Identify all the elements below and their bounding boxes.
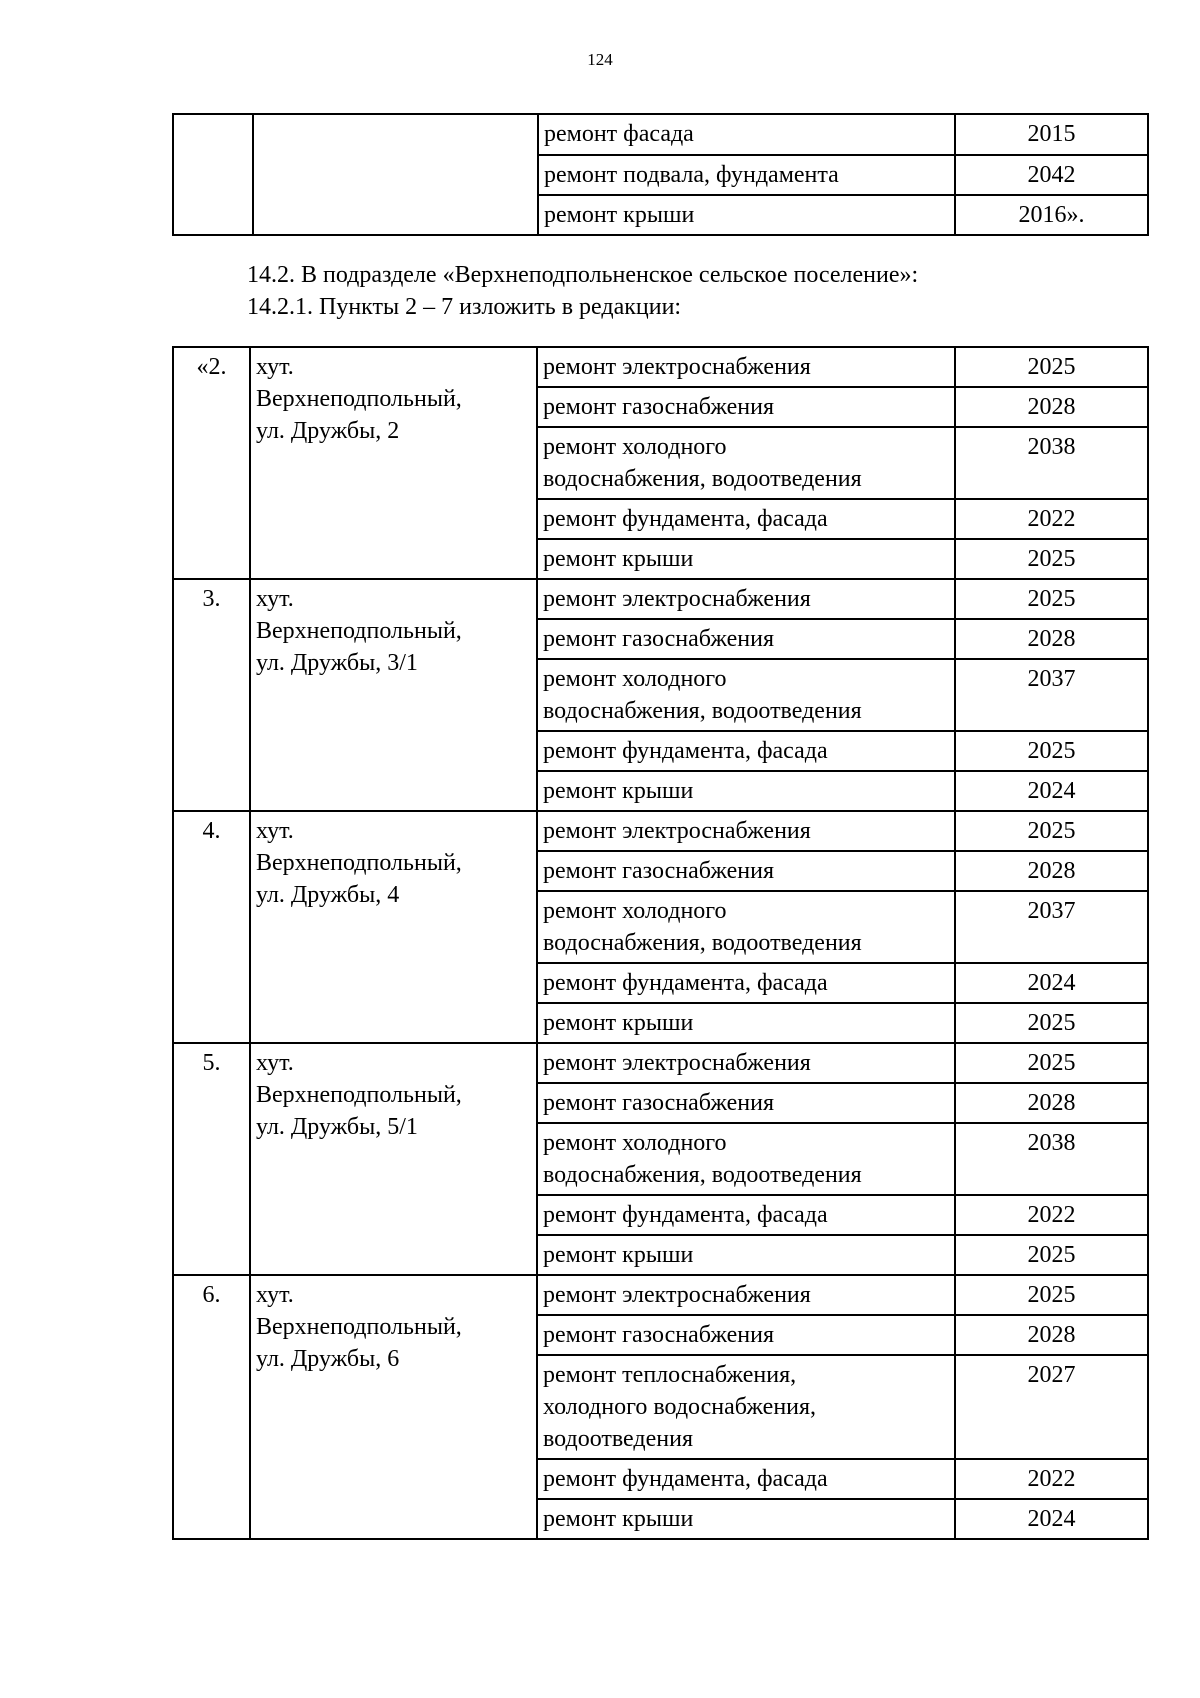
work-cell: ремонт фундамента, фасада xyxy=(537,1195,955,1235)
year-cell: 2028 xyxy=(955,1315,1148,1355)
year-cell: 2042 xyxy=(955,155,1148,195)
year-cell: 2037 xyxy=(955,659,1148,731)
year-cell: 2025 xyxy=(955,811,1148,851)
work-cell: ремонт фасада xyxy=(538,114,955,155)
year-cell: 2024 xyxy=(955,771,1148,811)
work-cell: ремонт газоснабжения xyxy=(537,619,955,659)
work-cell: ремонт теплоснабжения, холодного водоснабжения, водоотведения xyxy=(537,1355,955,1459)
table-row xyxy=(173,811,1148,851)
year-cell: 2025 xyxy=(955,539,1148,579)
year-cell: 2025 xyxy=(955,1003,1148,1043)
year-cell: 2024 xyxy=(955,1499,1148,1539)
work-cell: ремонт крыши xyxy=(537,1003,955,1043)
year-cell: 2038 xyxy=(955,1123,1148,1195)
num-cell xyxy=(173,114,253,235)
table-row xyxy=(173,1275,1148,1315)
address-cell: хут. Верхнеподпольный, ул. Дружбы, 4 xyxy=(250,811,537,1043)
page-number: 124 xyxy=(587,50,613,69)
repair-schedule-table xyxy=(172,346,1149,1540)
year-cell: 2028 xyxy=(955,387,1148,427)
item-number: 5. xyxy=(173,1043,250,1275)
work-cell: ремонт электроснабжения xyxy=(537,811,955,851)
year-cell: 2025 xyxy=(955,347,1148,387)
year-cell: 2025 xyxy=(955,1235,1148,1275)
year-cell: 2022 xyxy=(955,1195,1148,1235)
address-cell: хут. Верхнеподпольный, ул. Дружбы, 2 xyxy=(250,347,537,579)
work-cell: ремонт холодного водоснабжения, водоотведения xyxy=(537,891,955,963)
address-cell xyxy=(253,114,538,235)
continued-table xyxy=(172,113,1149,236)
year-cell: 2028 xyxy=(955,619,1148,659)
work-cell: ремонт электроснабжения xyxy=(537,1043,955,1083)
paragraph-14-2-1: 14.2.1. Пункты 2 – 7 изложить в редакции: xyxy=(247,294,682,320)
work-cell: ремонт фундамента, фасада xyxy=(537,963,955,1003)
year-cell: 2037 xyxy=(955,891,1148,963)
year-cell: 2024 xyxy=(955,963,1148,1003)
work-cell: ремонт холодного водоснабжения, водоотведения xyxy=(537,659,955,731)
work-cell: ремонт газоснабжения xyxy=(537,1315,955,1355)
address-cell: хут. Верхнеподпольный, ул. Дружбы, 3/1 xyxy=(250,579,537,811)
work-cell: ремонт фундамента, фасада xyxy=(537,731,955,771)
address-cell: хут. Верхнеподпольный, ул. Дружбы, 6 xyxy=(250,1275,537,1539)
table-row xyxy=(173,579,1148,619)
work-cell: ремонт фундамента, фасада xyxy=(537,499,955,539)
year-cell: 2022 xyxy=(955,499,1148,539)
year-cell: 2016». xyxy=(955,195,1148,235)
work-cell: ремонт крыши xyxy=(537,1499,955,1539)
year-cell: 2025 xyxy=(955,1043,1148,1083)
item-number: 6. xyxy=(173,1275,250,1539)
year-cell: 2025 xyxy=(955,731,1148,771)
work-cell: ремонт подвала, фундамента xyxy=(538,155,955,195)
item-number: «2. xyxy=(173,347,250,579)
year-cell: 2015 xyxy=(955,114,1148,155)
work-cell: ремонт холодного водоснабжения, водоотведения xyxy=(537,427,955,499)
work-cell: ремонт фундамента, фасада xyxy=(537,1459,955,1499)
table-row xyxy=(173,114,1148,155)
year-cell: 2025 xyxy=(955,579,1148,619)
year-cell: 2038 xyxy=(955,427,1148,499)
work-cell: ремонт газоснабжения xyxy=(537,1083,955,1123)
year-cell: 2025 xyxy=(955,1275,1148,1315)
work-cell: ремонт крыши xyxy=(537,1235,955,1275)
year-cell: 2028 xyxy=(955,851,1148,891)
work-cell: ремонт электроснабжения xyxy=(537,347,955,387)
address-cell: хут. Верхнеподпольный, ул. Дружбы, 5/1 xyxy=(250,1043,537,1275)
work-cell: ремонт крыши xyxy=(537,771,955,811)
table-row xyxy=(173,347,1148,387)
work-cell: ремонт электроснабжения xyxy=(537,579,955,619)
work-cell: ремонт газоснабжения xyxy=(537,387,955,427)
work-cell: ремонт электроснабжения xyxy=(537,1275,955,1315)
year-cell: 2027 xyxy=(955,1355,1148,1459)
item-number: 4. xyxy=(173,811,250,1043)
work-cell: ремонт газоснабжения xyxy=(537,851,955,891)
work-cell: ремонт крыши xyxy=(537,539,955,579)
work-cell: ремонт холодного водоснабжения, водоотведения xyxy=(537,1123,955,1195)
year-cell: 2022 xyxy=(955,1459,1148,1499)
table-row xyxy=(173,1043,1148,1083)
work-cell: ремонт крыши xyxy=(538,195,955,235)
year-cell: 2028 xyxy=(955,1083,1148,1123)
item-number: 3. xyxy=(173,579,250,811)
paragraph-14-2: 14.2. В подразделе «Верхнеподпольненское сельское поселение»: xyxy=(247,262,919,288)
